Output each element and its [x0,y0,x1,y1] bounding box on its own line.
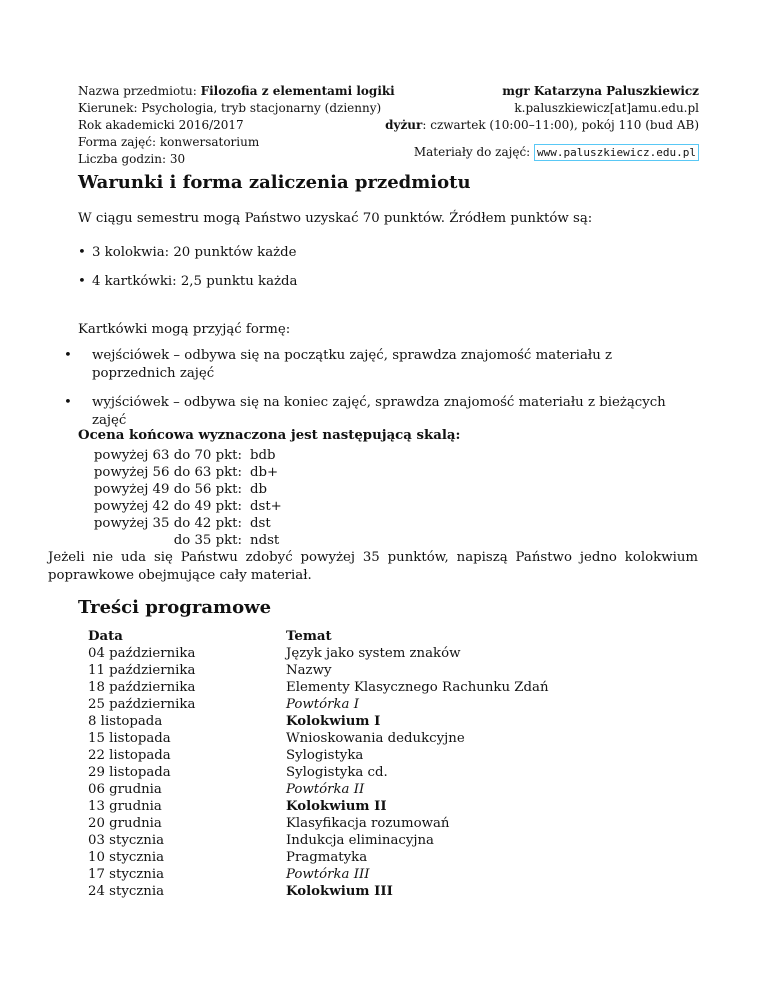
schedule-date: 25 października [88,697,196,712]
schedule-topic: Powtórka I [286,697,359,712]
table-row [88,679,549,696]
teacher-name: mgr Katarzyna Paluszkiewicz [502,84,699,98]
grading-scale [80,447,282,549]
schedule-topic: Pragmatyka [286,850,368,865]
table-row [88,883,549,900]
table-row [88,815,549,832]
teacher-email: k.paluszkiewicz[at]amu.edu.pl [514,101,699,115]
schedule-topic: Kolokwium II [286,799,387,814]
table-row [88,730,549,747]
bullet-icon: • [78,274,86,289]
bullet-icon: • [78,245,86,260]
materials-line [385,144,699,161]
list-item-text: 3 kolokwia: 20 punktów każde [92,245,297,260]
schedule-header [88,628,549,645]
scale-range: powyżej 56 do 63 pkt: [93,465,242,480]
schedule-date: 24 stycznia [88,884,165,899]
duty-hours [385,117,699,134]
schedule-body [88,645,549,900]
schedule-date: 06 grudnia [88,782,162,797]
column-header-date: Data [88,629,123,644]
table-row [88,849,549,866]
materials-link[interactable]: www.paluszkiewicz.edu.pl [534,144,699,161]
list-item-text: 4 kartkówki: 2,5 punktu każda [92,274,298,289]
retake-note: Jeżeli nie uda się Państwu zdobyć powyżej 35 punktów, napiszą Państwo jedno kolokwium poprawkowe obejmujące cały materiał. [48,550,698,583]
schedule-topic: Powtórka II [286,782,365,797]
schedule-topic: Wnioskowania dedukcyjne [286,731,465,746]
scale-grade: db [250,482,268,497]
scale-range: powyżej 49 do 56 pkt: [93,482,242,497]
table-row [88,764,549,781]
schedule-topic: Powtórka III [286,867,370,882]
scale-grade: dst [250,516,271,531]
table-row [88,713,549,730]
materials-label: Materiały do zajęć: [413,145,535,159]
table-row [88,645,549,662]
table-row [88,832,549,849]
schedule-topic: Nazwy [286,663,332,678]
schedule-date: 10 stycznia [88,850,165,865]
field-line: Kierunek: Psychologia, tryb stacjonarny (dzienny) [78,101,382,115]
schedule-date: 29 listopada [88,765,171,780]
table-row [88,696,549,713]
section-title-program: Treści programowe [78,597,272,618]
scale-grade: bdb [250,448,276,463]
scale-grade: db+ [250,465,279,480]
course-info [78,83,395,168]
schedule-date: 20 grudnia [88,816,162,831]
subject-name: Filozofia z elementami logiki [200,84,395,98]
schedule-topic: Język jako system znaków [286,646,461,661]
schedule-date: 13 grudnia [88,799,162,814]
schedule-topic: Sylogistyka cd. [286,765,388,780]
scale-row [80,532,282,549]
schedule-date: 11 października [88,663,196,678]
schedule-topic: Indukcja eliminacyjna [286,833,434,848]
scale-grade: ndst [250,533,280,548]
schedule-topic: Kolokwium III [286,884,393,899]
scale-range: powyżej 42 do 49 pkt: [93,499,242,514]
schedule-date: 15 listopada [88,731,171,746]
subject-label: Nazwa przedmiotu: [78,84,201,98]
table-row [88,798,549,815]
schedule-date: 22 listopada [88,748,171,763]
duty-text: : czwartek (10:00–11:00), pokój 110 (bud AB) [422,118,699,132]
scale-row [80,515,282,532]
form-line: Forma zajęć: konwersatorium [78,135,260,149]
list-item [64,394,698,430]
schedule-date: 8 listopada [88,714,163,729]
subject-line [78,83,395,100]
schedule-table [88,628,549,900]
schedule-date: 03 stycznia [88,833,165,848]
scale-row [80,464,282,481]
table-row [88,747,549,764]
schedule-topic: Sylogistyka [286,748,364,763]
schedule-date: 18 października [88,680,196,695]
schedule-date: 17 stycznia [88,867,165,882]
scale-row [80,481,282,498]
schedule-topic: Klasyfikacja rozumowań [286,816,450,831]
table-row [88,662,549,679]
table-row [88,866,549,883]
list-item [64,347,698,383]
scale-title: Ocena końcowa wyznaczona jest następującą skalą: [78,428,461,443]
bullet-icon: • [64,348,72,363]
table-row [88,781,549,798]
column-header-topic: Temat [286,629,332,644]
scale-range: do 35 pkt: [173,533,242,548]
schedule-topic: Elementy Klasycznego Rachunku Zdań [286,680,549,695]
bullet-icon: • [64,395,72,410]
schedule-date: 04 października [88,646,196,661]
scale-row [80,498,282,515]
scale-grade: dst+ [250,499,282,514]
list-item [78,273,297,291]
hours-line: Liczba godzin: 30 [78,152,186,166]
points-intro: W ciągu semestru mogą Państwo uzyskać 70 punktów. Źródłem punktów są: [78,211,593,226]
list-item [78,244,297,262]
quiz-intro: Kartkówki mogą przyjąć formę: [78,322,291,337]
year-line: Rok akademicki 2016/2017 [78,118,244,132]
scale-row [80,447,282,464]
schedule-topic: Kolokwium I [286,714,381,729]
list-item-text: wejściówek – odbywa się na początku zajęć, sprawdza znajomość materiału z poprzednich zajęć [92,348,612,381]
list-item-text: wyjściówek – odbywa się na koniec zajęć, sprawdza znajomość materiału z bieżących zajęć [92,395,666,428]
scale-range: powyżej 63 do 70 pkt: [93,448,242,463]
scale-range: powyżej 35 do 42 pkt: [93,516,242,531]
duty-label: dyżur [385,118,423,132]
teacher-info [385,83,699,161]
section-title-conditions: Warunki i forma zaliczenia przedmiotu [78,172,471,193]
